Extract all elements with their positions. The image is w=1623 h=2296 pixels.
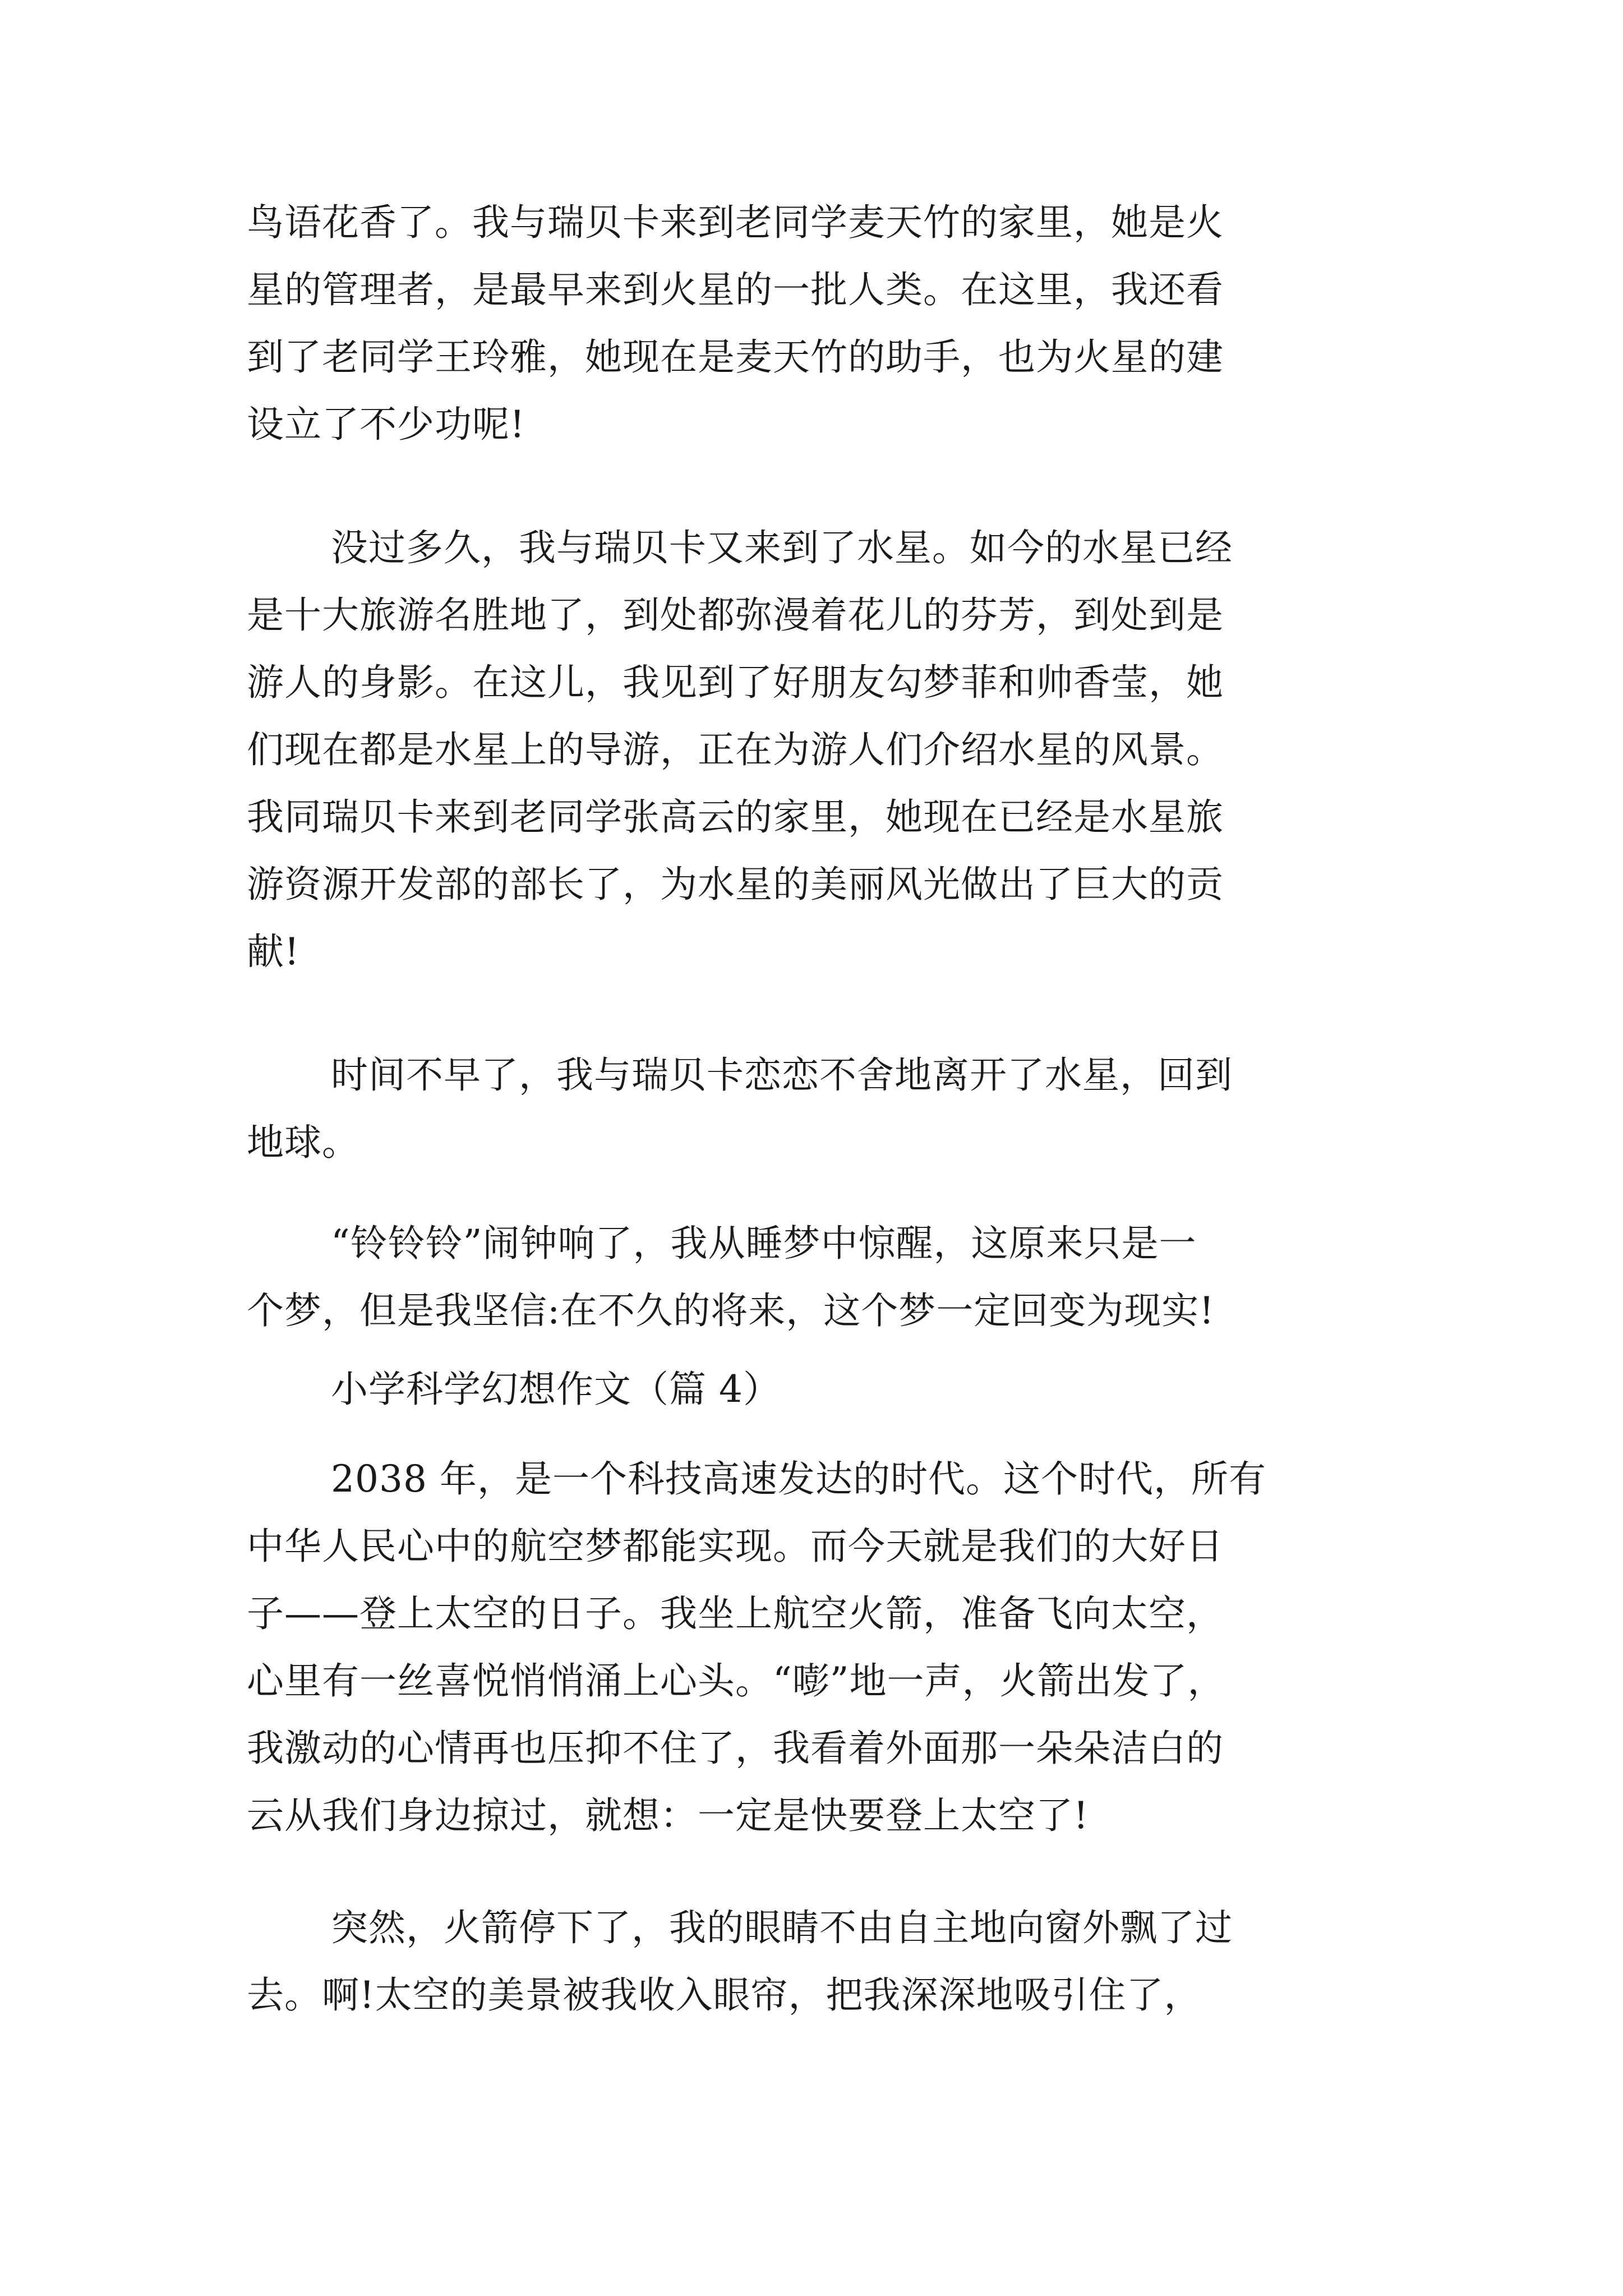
text-line: 云从我们身边掠过，就想：一定是快要登上太空了! [247, 1794, 1089, 1837]
text-line: 个梦，但是我坚信:在不久的将来，这个梦一定回变为现实! [247, 1289, 1215, 1332]
text-line: 我激动的心情再也压抑不住了，我看着外面那一朵朵洁白的 [247, 1727, 1224, 1770]
text-line: 设立了不少功呢! [247, 403, 525, 446]
text-line: 去。啊!太空的美景被我收入眼帘，把我深深地吸引住了， [247, 1973, 1202, 2017]
text-line: 我同瑞贝卡来到老同学张高云的家里，她现在已经是水星旅 [247, 795, 1224, 839]
text-line: 献! [247, 930, 300, 973]
paragraph-first-line: “铃铃铃”闹钟响了，我从睡梦中惊醒，这原来只是一 [331, 1222, 1197, 1265]
text-line: 游人的身影。在这儿，我见到了好朋友勾梦菲和帅香莹，她 [247, 661, 1224, 704]
text-line: 地球。 [247, 1121, 359, 1164]
section-heading: 小学科学幻想作文（篇 4） [331, 1368, 781, 1411]
paragraph-first-line: 时间不早了，我与瑞贝卡恋恋不舍地离开了水星，回到 [331, 1053, 1233, 1097]
paragraph-first-line: 2038 年，是一个科技高速发达的时代。这个时代，所有 [331, 1457, 1266, 1501]
text-line: 游资源开发部的部长了，为水星的美丽风光做出了巨大的贡 [247, 863, 1224, 906]
text-line: 们现在都是水星上的导游，正在为游人们介绍水星的风景。 [247, 728, 1224, 771]
text-line: 中华人民心中的航空梦都能实现。而今天就是我们的大好日 [247, 1525, 1224, 1568]
text-line: 鸟语花香了。我与瑞贝卡来到老同学麦天竹的家里，她是火 [247, 201, 1224, 244]
text-line: 心里有一丝喜悦悄悄涌上心头。“嘭”地一声，火箭出发了， [247, 1659, 1225, 1703]
paragraph-first-line: 没过多久，我与瑞贝卡又来到了水星。如今的水星已经 [331, 526, 1233, 569]
text-line: 到了老同学王玲雅，她现在是麦天竹的助手，也为火星的建 [247, 335, 1224, 379]
text-line: 星的管理者，是最早来到火星的一批人类。在这里，我还看 [247, 268, 1224, 311]
paragraph-first-line: 突然，火箭停下了，我的眼睛不由自主地向窗外飘了过 [331, 1906, 1233, 1949]
text-line: 是十大旅游名胜地了，到处都弥漫着花儿的芬芳，到处到是 [247, 593, 1224, 637]
text-line: 子——登上太空的日子。我坐上航空火箭，准备飞向太空， [247, 1592, 1224, 1635]
